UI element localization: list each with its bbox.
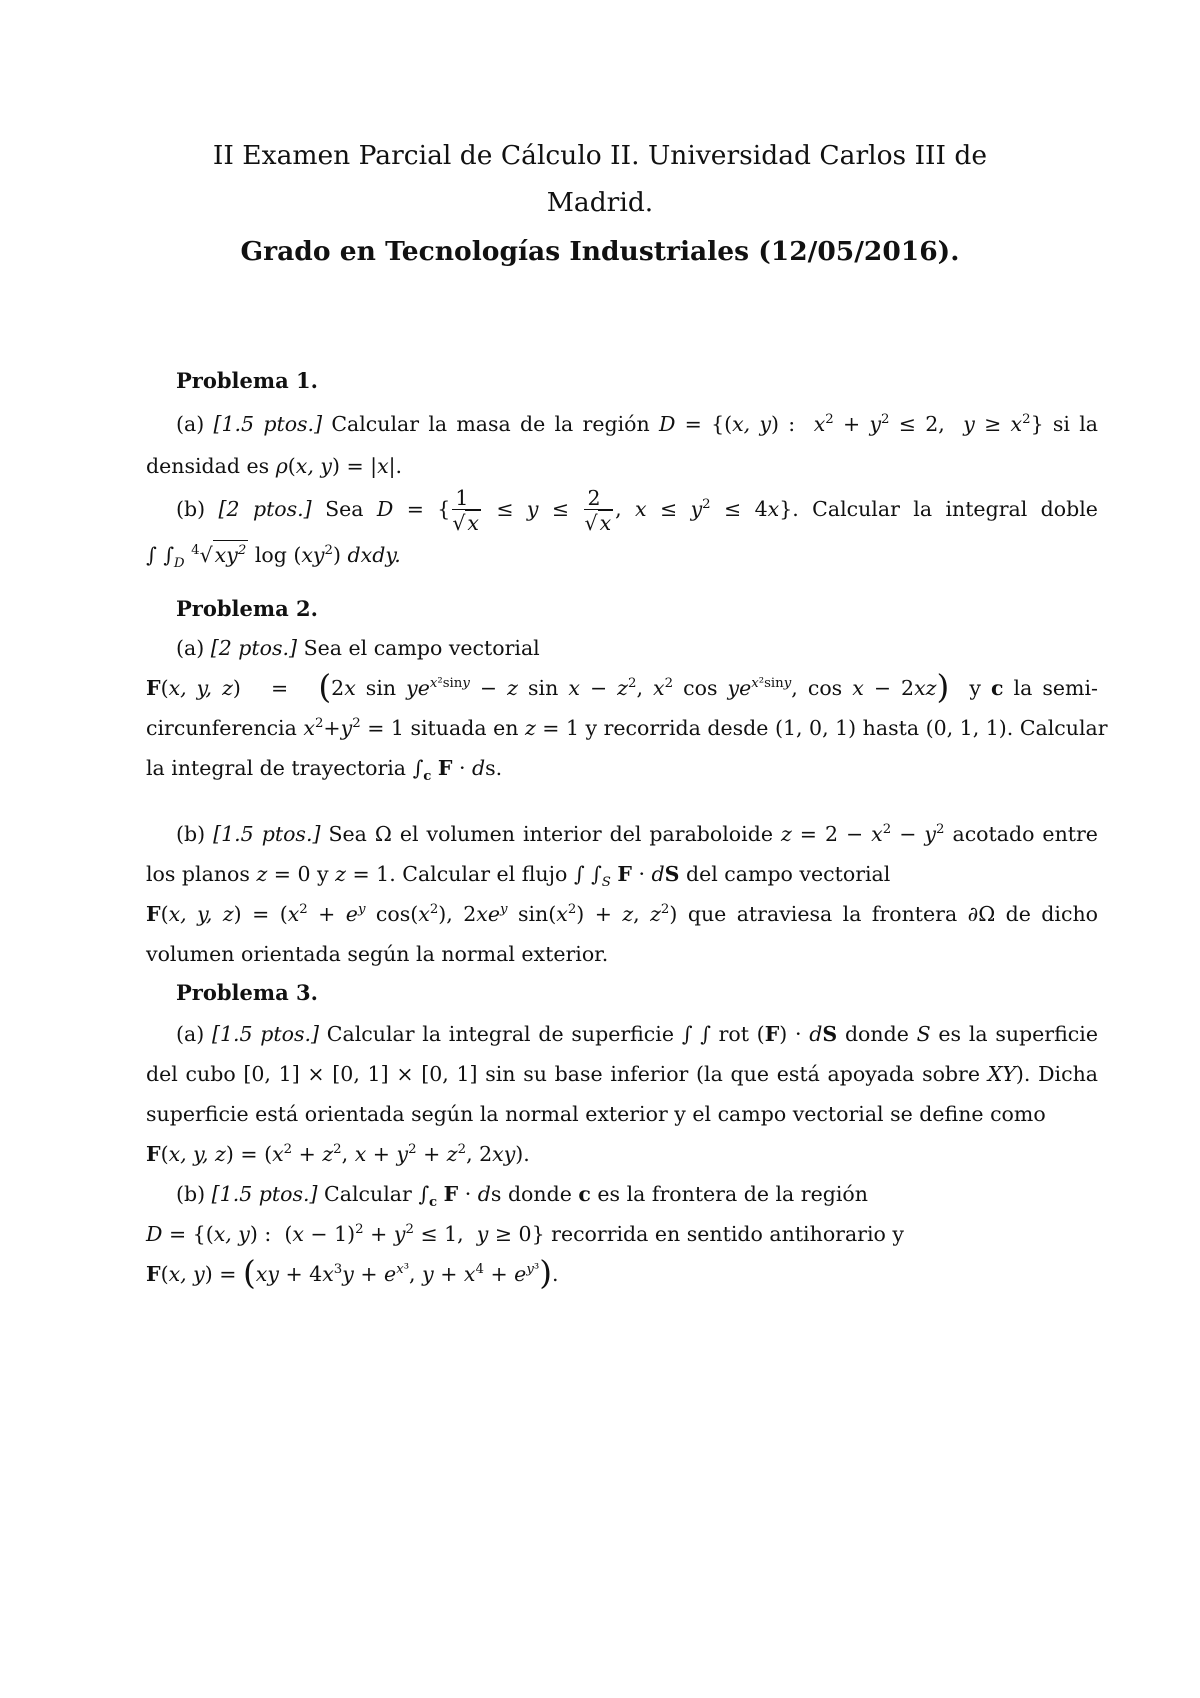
problem-3b-line-2: D = {(x, y) : $(x - 1)^2 + y^2 \le 1$, y ≥ 0} recorrida en sentido antihorario y — [146, 1222, 904, 1246]
problem-3a-line-4: F(x, y, $z) = (x^2 + z^2$, $x + y^2 + z^2$, 2xy). — [146, 1142, 530, 1166]
problem-3a-line-1: (a) [1.5 ptos.] Calcular la integral de superficie ∫ ∫ rot (F) · dS donde S es la superficie — [176, 1022, 1098, 1046]
problem-3b-line-1: (b) [1.5 ptos.] Calcular $\int_c$ F · ds donde c es la frontera de la región — [176, 1182, 868, 1211]
problem-2a-line-2: F(x, y, z) = (2x $\sin ye^{x^2siny} - z$ $\sin x - z^2$, $x^2$ $\cos ye^{x^2siny}$, cos x − 2xz) y c la semi- — [146, 668, 1098, 706]
problem-1a-line-1: (a) [1.5 ptos.] Calcular la masa de la región D = {(x, y) : $x^2 + y^2 \le 2$, $y \ge x^2$} si la — [176, 412, 1098, 436]
problem-1b-line-1: (b) [2 ptos.] Sea D = { $\frac{1}{√x}$ ≤ y ≤ $\frac{2}{√x}$ , $x \le y^2 \le 4x$}. Calcular la integral doble — [176, 485, 1098, 535]
problem-2b-line-4: volumen orientada según la normal exterior. — [146, 942, 609, 966]
problem-2a-line-3: circunferencia $x^2+y^2 = 1$ situada en z = 1 y recorrida desde (1, 0, 1) hasta (0, 1, 1). Calcular — [146, 716, 1108, 740]
exam-subtitle: Grado en Tecnologías Industriales (12/05/2016). — [240, 236, 960, 267]
problem-2a-line-4: la integral de trayectoria $\int_c$ F · ds. — [146, 756, 503, 785]
problem-3a-line-2: del cubo [0, 1] × [0, 1] × [0, 1] sin su base inferior (la que está apoyada sobre XY). Dicha — [146, 1062, 1098, 1086]
problem-3b-line-3: F(x, $y) = (xy + 4x^3y + e^{x^3}$, $y + x^4 + e^{y^3}$). — [146, 1254, 559, 1292]
problem-3a-line-3: superficie está orientada según la normal exterior y el campo vectorial se define como — [146, 1102, 1046, 1126]
problem-2b-line-1: (b) [1.5 ptos.] Sea Ω el volumen interior del paraboloide $z = 2 - x^2 - y^2$ acotado entre — [176, 822, 1098, 846]
problem-2b-line-2: los planos z = 0 y z = 1. Calcular el flujo ∫ $\int_S$ F · dS del campo vectorial — [146, 862, 891, 891]
problem-3-heading: Problema 3. — [176, 980, 318, 1005]
problem-1-heading: Problema 1. — [176, 368, 318, 393]
problem-2b-line-3: F(x, y, $z) = (x^2 + e^y$ $\cos(x^2)$, $2xe^y$ $\sin(x^2) + z$, $z^2$) que atraviesa la frontera ∂Ω de dicho — [146, 902, 1099, 926]
exam-title-line-1: II Examen Parcial de Cálculo II. Universidad Carlos III de — [212, 140, 988, 171]
problem-1a-line-2: densidad es ρ(x, y) = |x|. — [146, 454, 403, 478]
problem-2-heading: Problema 2. — [176, 596, 318, 621]
exam-title-line-2: Madrid. — [546, 187, 654, 218]
problem-2a-line-1: (a) [2 ptos.] Sea el campo vectorial — [176, 636, 540, 660]
problem-1b-line-2: ∫ $\int_D$ $^4√xy^2$ $\log (xy^2)$ dxdy. — [146, 540, 1098, 569]
